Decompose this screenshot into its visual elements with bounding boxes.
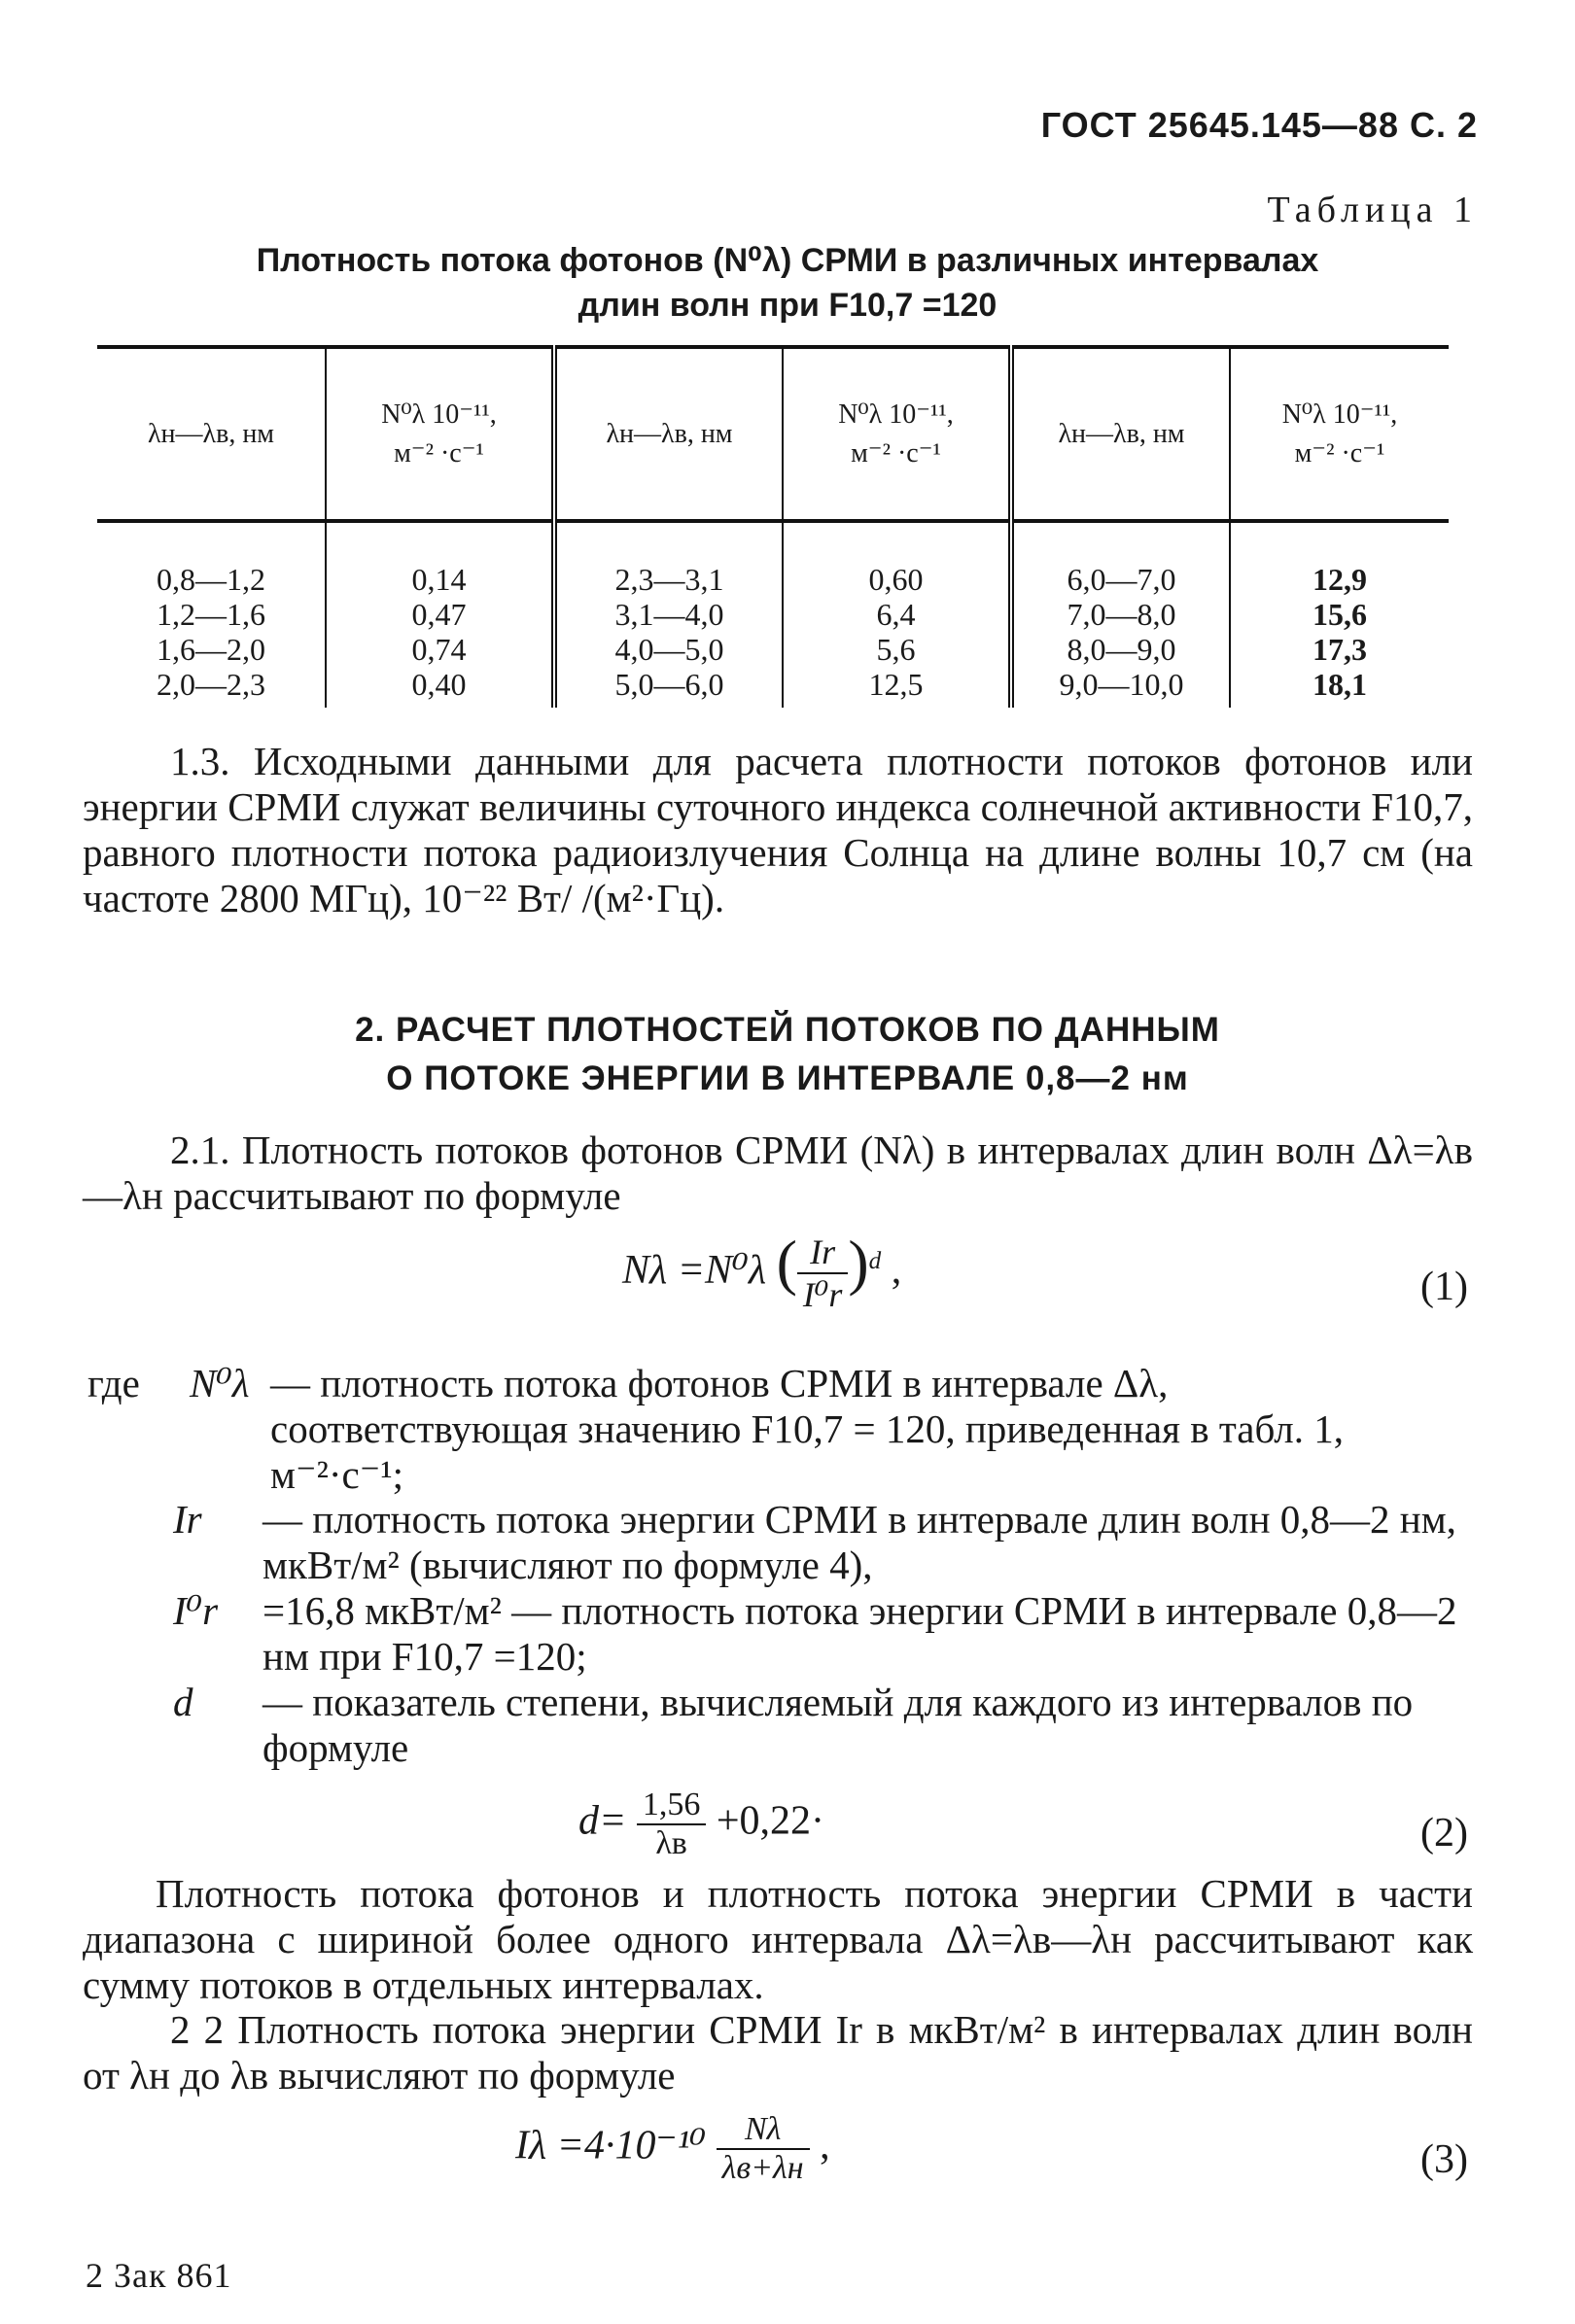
where-item-d: — показатель степени, вычисляемый для каждого из интервалов по формуле (262, 1680, 1414, 1770)
equation-3: Iλ =4·10⁻¹⁰ $\frac{N\lambda}{\lambda в+\lambda н}$ , (515, 2111, 830, 2186)
col-header-density: N⁰λ 10⁻¹¹, м⁻² ·с⁻¹ (326, 347, 554, 521)
where-item-n0: — плотность потока фотонов СРМИ в интервале Δλ, соответствующая значению F10,7 = 120, приведенная в табл. 1, м⁻²·с⁻¹; (270, 1361, 1345, 1497)
page-footer: 2 Зак 861 (86, 2256, 232, 2295)
section-2-title-line1: 2. РАСЧЕТ ПЛОТНОСТЕЙ ПОТОКОВ ПО ДАННЫМ (355, 1011, 1220, 1049)
equation-2: d= $\frac{1,56}{\lambda в}$ +0,22· (578, 1786, 825, 1861)
col-header-density: N⁰λ 10⁻¹¹, м⁻² ·с⁻¹ (1230, 347, 1449, 521)
equation-1-number: (1) (1420, 1265, 1468, 1309)
table-label: Таблица 1 (1267, 190, 1478, 230)
symbol-n0-lambda: N⁰λ (190, 1361, 250, 1405)
range-cell-group-3: 6,0—7,0 7,0—8,0 8,0—9,0 9,0—10,0 (1011, 521, 1230, 708)
col-header-range: λн—λв, нм (554, 347, 783, 521)
where-lead: где (88, 1361, 140, 1405)
photon-density-table (97, 345, 1449, 708)
where-item-i0r: =16,8 мкВт/м² — плотность потока энергии СРМИ в интервале 0,8—2 нм при F10,7 =120; (262, 1588, 1457, 1679)
col-header-density: N⁰λ 10⁻¹¹, м⁻² ·с⁻¹ (783, 347, 1011, 521)
value-cell-group-3: 12,9 15,6 17,3 18,1 (1230, 521, 1449, 708)
paragraph-2-2: 2 2 Плотность потока энергии СРМИ Ir в мкВт/м² в интервалах длин волн от λн до λв вычисляют по формуле (83, 2007, 1473, 2098)
paragraph-2-1: 2.1. Плотность потоков фотонов СРМИ (Nλ) в интервалах длин волн Δλ=λв—λн рассчитывают по формуле (83, 1127, 1473, 1218)
symbol-i0r: I⁰r (173, 1588, 219, 1633)
symbol-ir: Ir (173, 1497, 202, 1542)
symbol-d: d (173, 1680, 193, 1724)
range-cell-group-1: 0,8—1,2 1,2—1,6 1,6—2,0 2,0—2,3 (157, 562, 265, 702)
value-cell-group-1: 0,14 0,47 0,74 0,40 (326, 521, 554, 708)
equation-2-number: (2) (1420, 1811, 1468, 1856)
document-header: ГОСТ 25645.145—88 С. 2 (1040, 105, 1478, 145)
col-header-range: λн—λв, нм (1011, 347, 1230, 521)
range-cell-group-2: 2,3—3,1 3,1—4,0 4,0—5,0 5,0—6,0 (554, 521, 783, 708)
section-2-title-line2: О ПОТОКЕ ЭНЕРГИИ В ИНТЕРВАЛЕ 0,8—2 нм (386, 1059, 1189, 1097)
paragraph-1-3: 1.3. Исходными данными для расчета плотности потоков фотонов или энергии СРМИ служат величины суточного индекса солнечной активности F10,7, равного плотности потока радиоизлучения Солнца на длине волны 10,7 см (на частоте 2800 МГц), 10⁻²² Вт/ /(м²·Гц). (83, 739, 1473, 920)
where-item-ir: — плотность потока энергии СРМИ в интервале длин волн 0,8—2 нм, мкВт/м² (вычисляют по формуле 4), (262, 1497, 1456, 1587)
paragraph-sum: Плотность потока фотонов и плотность потока энергии СРМИ в части диапазона с шириной более одного интервала Δλ=λв—λн рассчитывают как сумму потоков в отдельных интервалах. (83, 1871, 1473, 2007)
equation-1: Nλ =N⁰λ ( $\frac{Ir}{\text{I⁰r}}$ )$^d$ , (622, 1228, 902, 1315)
equation-3-number: (3) (1420, 2137, 1468, 2182)
table-title-line1: Плотность потока фотонов (N⁰λ) СРМИ в различных интервалах (256, 242, 1319, 279)
value-cell-group-2: 0,60 6,4 5,6 12,5 (783, 521, 1011, 708)
col-header-range: λн—λв, нм (97, 347, 326, 521)
table-title-line2: длин волн при F10,7 =120 (578, 287, 998, 324)
